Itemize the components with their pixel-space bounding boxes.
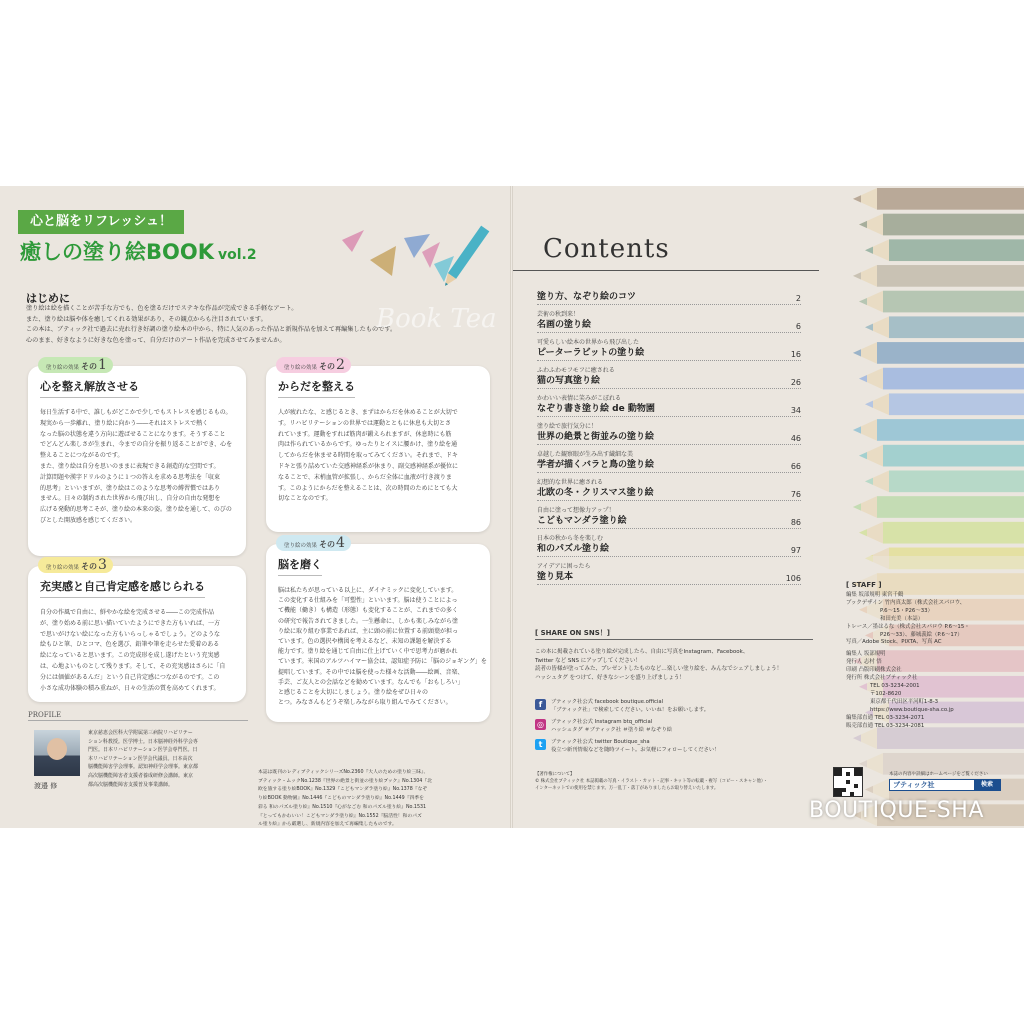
- intro-body: [26, 304, 481, 346]
- search-note: 本誌の内容や詳細はホームページをご覧ください: [889, 772, 988, 777]
- pencil-shape: [865, 470, 1024, 492]
- effect-line: と感じることを大切にしましょう。塗り絵をぜひ日々の: [278, 689, 429, 697]
- note-line: 欧を旅する塗り絵BOOK』No.1329『こどもマンダラ塗り絵』No.1378『なぞ: [258, 787, 428, 793]
- intro-line: この本は、ブティック社で過去に売れ行き好調の塗り絵本の中から、特に人気のあった作品と新規作品を加えて再編集したものです。: [26, 326, 397, 334]
- right-page: [513, 186, 1024, 828]
- staff-line: トレース／墨はるな（株式会社スパロウ P.6～15・: [846, 623, 970, 630]
- effect-line: り絵に取り組む事業であれば、主に頭の前に位置する前頭葉が担っ: [278, 627, 459, 635]
- toc-item[interactable]: [537, 279, 801, 305]
- effect-tag-sono: その: [319, 540, 336, 549]
- toc-page: 106: [785, 574, 801, 583]
- profile-face: [47, 738, 67, 760]
- intro-heading: はじめに: [26, 292, 70, 305]
- sns-instagram[interactable]: [551, 718, 672, 734]
- intro-line: 塗り絵は絵を描くことが苦手な方でも、色を塗るだけでステキな作品が完成できる手軽なアート。: [26, 305, 298, 312]
- share-rule: [535, 639, 813, 640]
- effect-tag: [276, 357, 351, 373]
- effect-line: 肉は作られているからです。ゆったりとイスに腰かけ、塗り絵を通: [278, 441, 458, 449]
- effect-line: 毎日生活する中で、誰しもがどこかで少しでもストレスを感じるもの。: [40, 409, 232, 416]
- effect-line: 計算問題や漢字ドリルのように１つの答えを求める思考法を「収束: [40, 473, 221, 481]
- effect-line: 的思考」といいますが、塗り絵はこのような思考の縛習慣ではあり: [40, 484, 221, 492]
- profile-line: ション科教授。医学博士。日本脳神経外科学会専: [88, 738, 198, 745]
- search-box: [889, 771, 1009, 797]
- toc-subtitle: 幻想的な世界に癒される: [537, 479, 604, 486]
- toc-subtitle: 塗り絵で旅行気分に！: [537, 423, 598, 430]
- toc-subtitle: ふわふわモフモフに癒される: [537, 367, 615, 374]
- effect-line: 分には価値があるんだ」という自己肯定感につながるのです。この: [40, 673, 220, 681]
- staff-label: [ STAFF ]: [846, 581, 882, 589]
- toc-title: 和のパズル塗り絵: [537, 544, 610, 554]
- effect-body: [40, 408, 232, 527]
- note-line: 『とってもかわいい！こどもマンダラ塗り絵』No.1552『脳活性！和のパズ: [258, 813, 422, 819]
- note-line: り絵BOOK 動物園』No.1446『こどものマンダラ塗り絵』No.1449『四季を: [258, 796, 424, 802]
- copyright-note: [535, 771, 768, 793]
- pencil-shape: [865, 393, 1024, 415]
- toc-item[interactable]: [537, 338, 801, 361]
- sns-facebook[interactable]: [551, 698, 709, 714]
- contents-title: Contents: [543, 234, 670, 264]
- effect-line: してからだを休ませる時間を取ってみてください。それまで、ドキ: [278, 452, 458, 460]
- note-line: 彩る 和のパズル塗り絵』No.1510『心がなごむ 和のパズル塗り絵』No.1531: [258, 804, 427, 810]
- effect-title: からだを整える: [278, 378, 355, 398]
- effect-line: なった脳の状態を違う方向に遊ばせることになります。そうすること: [40, 430, 226, 438]
- toc-title: なぞり書き塗り絵 de 動物園: [537, 404, 655, 414]
- effect-line: なることで、末梢血管が拡張し、からだ全体に血液が行き渡りま: [278, 473, 452, 481]
- toc-page: 86: [790, 518, 801, 527]
- effect-body: [40, 608, 225, 694]
- contents-rule: [513, 270, 819, 271]
- staff-line: 東京都千代田区平河町1-8-3: [870, 698, 939, 705]
- toc-subtitle: 可愛らしい絵本の世界から飛び出した: [537, 339, 640, 346]
- effect-line: とつ。みなさんもどうぞ楽しみながら取り組んでみてください。: [278, 699, 452, 707]
- pencil-shape: [853, 419, 1024, 441]
- effect-line: 自分の作風で自由に、鮮やかな絵を完成させる――この完成作品: [40, 609, 215, 616]
- pencil-shape: [859, 368, 1024, 390]
- staff-line: 編集 坂部規明 東宮千鶴: [846, 592, 904, 598]
- effect-card-4: [266, 535, 490, 722]
- toc-item[interactable]: [537, 562, 801, 585]
- effect-line: す。リハビリテーションの世界では運動とともに休息も大切とさ: [278, 419, 451, 427]
- effect-tag-sono: その: [81, 362, 98, 371]
- effect-body: [278, 586, 487, 708]
- effect-line: 小さな成功体験の積み重ねが、日々の生活の質を高めてくれます。: [40, 684, 220, 692]
- staff-line: 発行人 志村 悟: [846, 659, 882, 666]
- toc-item[interactable]: [537, 394, 801, 417]
- effect-tag-label: 塗り絵の効果: [284, 365, 318, 371]
- profile-name: 渡邉 修: [34, 782, 58, 790]
- colored-pencils-illustration: [813, 186, 1024, 828]
- toc-item[interactable]: [537, 422, 801, 445]
- effect-line: 整えることにつながるのです。: [40, 452, 124, 460]
- effect-tag-label: 塗り絵の効果: [46, 365, 80, 371]
- share-line: この本に掲載されている塗り絵が完成したら、自由に写真をInstagram、Facebook、: [535, 649, 749, 655]
- toc-page: 6: [795, 322, 801, 331]
- effect-number: 3: [98, 557, 107, 573]
- pencil-shape: [859, 522, 1024, 544]
- toc-subtitle: 芸術の秋到来！: [537, 311, 580, 318]
- toc-item[interactable]: [537, 366, 801, 389]
- share-line: 読者の皆様が塗ってみた、プレゼントしたものなど…楽しい塗り絵を、みんなでシェアしましょう！: [535, 666, 783, 672]
- facebook-icon[interactable]: f: [535, 699, 546, 710]
- effect-title: 脳を磨く: [278, 556, 322, 576]
- decorative-triangles-illustration: [330, 212, 500, 292]
- profile-label: PROFILE: [28, 711, 248, 721]
- toc-title: ピーターラビットの塗り絵: [537, 348, 645, 358]
- profile-text: [88, 729, 198, 789]
- effect-line: て機能（働き）も構造（形態）も変化することが、これまでの多く: [278, 607, 459, 615]
- staff-line: P.6～15・P26～33）: [880, 607, 933, 614]
- profile-line: 本リハビリテーション医学会代議員。日本高次: [88, 755, 193, 762]
- staff-line: P26～33）、藤城義絵（P.6～17）: [880, 631, 963, 638]
- toc-item[interactable]: [537, 310, 801, 333]
- effect-line: でどんどん楽しさが生まれ、今までの自分を振り返ることができ、心を: [40, 441, 233, 449]
- book-title: [20, 236, 257, 266]
- effect-tag: [276, 535, 351, 551]
- staff-line: 編集部直通 TEL 03-3234-2071: [846, 714, 925, 721]
- toc-title: こどもマンダラ塗り絵: [537, 516, 627, 526]
- effect-tag-label: 塗り絵の効果: [46, 565, 80, 571]
- effect-number: 4: [336, 535, 345, 551]
- pencil-shape: [853, 342, 1024, 364]
- toc-page: 16: [790, 350, 801, 359]
- toc-item[interactable]: [537, 506, 801, 529]
- sns-line: ハッシュタグ ＃ブティック社 ＃塗り絵 ＃なぞり絵: [551, 727, 673, 733]
- effect-line: す。このようにからだを整えることは、次の時間のためにとても大: [278, 484, 458, 492]
- effect-line: 手芸、ご友人との会話などを勧めています。なんでも「おもしろい」: [278, 678, 464, 686]
- twitter-icon[interactable]: t: [535, 739, 546, 750]
- effect-line: 広げる発動的思考こそが、塗り絵の本来の姿。塗り絵を通して、のびの: [40, 506, 232, 514]
- profile-photo: [34, 730, 80, 776]
- toc-page: 46: [790, 434, 801, 443]
- share-heading: [ SHARE ON SNS！]: [535, 629, 610, 637]
- note-line: ル塗り絵』から厳選し、新規内容を加えて再編集したものです。: [258, 822, 397, 828]
- staff-credits: [846, 592, 970, 730]
- effect-line: の研究で報告されてきました。一生懸命に、しかも楽しみながら塗: [278, 617, 459, 625]
- effect-line: 脳は私たちが思っている以上に、ダイナミックに変化しています。: [278, 587, 458, 594]
- effect-tag-label: 塗り絵の効果: [284, 543, 318, 549]
- copyright-line: インターネットでの使用を禁じます。万一乱丁・落丁がありましたらお取り替えいたします。: [535, 786, 719, 792]
- sns-line: ブティック社公式 Instagram btq_official: [551, 719, 653, 725]
- magazine-spread: [0, 186, 1024, 828]
- intro-line: また、塗り絵は脳や体を癒してくれる効果があり、その観点からも注目されています。: [26, 315, 267, 323]
- header-banner: 心と脳をリフレッシュ！: [18, 210, 184, 234]
- search-label: ブティック社: [893, 781, 935, 789]
- toc-title: 名画の塗り絵: [537, 320, 592, 330]
- profile-line: 門医。日本リハビリテーション医学会専門医。日: [88, 747, 198, 754]
- effect-line: 現実から一歩離れ、塗り絵に向かう――それはストレスで熱く: [40, 419, 209, 427]
- staff-line: 発行所 株式会社ブティック社: [846, 675, 918, 682]
- toc-subtitle: かわいい表情に笑みがこぼれる: [537, 395, 622, 402]
- pencil-shape: [853, 496, 1024, 518]
- pencil-shape: [853, 188, 1024, 210]
- book-volume: vol.2: [217, 247, 257, 263]
- profile-line: 脳機能障害学会理事。認知神経学会理事。東京都: [88, 764, 199, 771]
- pencil-shape: [859, 445, 1024, 467]
- effect-line: 切なことなのです。: [278, 495, 332, 503]
- toc-subtitle: 日本の秋から冬を楽しむ: [537, 535, 604, 542]
- sns-twitter[interactable]: [551, 738, 720, 754]
- toc-page: 76: [790, 490, 801, 499]
- effect-line: 絵になっていると思います。この完成形を成し遂げたという充実感: [40, 652, 220, 660]
- sns-line: ブティック社公式 twitter Boutique_sha: [551, 739, 650, 745]
- toc-title: 学者が描くバラと鳥の塗り絵: [537, 460, 655, 470]
- staff-line[interactable]: https://www.boutique-sha.co.jp: [870, 706, 954, 713]
- effect-title: 心を整え解放させる: [40, 378, 139, 398]
- staff-line: ブックデザイン 竹内真太郎（株式会社スパロウ、: [846, 599, 966, 606]
- search-input[interactable]: [889, 779, 1001, 791]
- effect-line: また、塗り絵は自分を思いのままに表現できる創造的な空間です。: [40, 462, 220, 470]
- toc-page: 97: [790, 546, 801, 555]
- qr-code[interactable]: [833, 767, 863, 797]
- copyright-line: 【著作権について】: [535, 772, 575, 777]
- toc-page: 34: [790, 406, 801, 415]
- effect-line: ません。日々の制約された世界から飛び出し、自分の自由な発想を: [40, 495, 221, 503]
- effect-line: ています。色の選択や構図を考えるなど、未知の課題を解決する: [278, 638, 452, 646]
- effect-line: れています。運動をすれば筋肉が鍛えられますが、休息時にも筋: [278, 430, 452, 438]
- instagram-icon[interactable]: ◎: [535, 719, 546, 730]
- toc-page: 66: [790, 462, 801, 471]
- effect-card-2: [266, 357, 490, 532]
- note-line: 本誌は既刊のレディブティックシリーズNo.2360『大人のための塗り絵三昧』、: [258, 770, 429, 775]
- sns-line: 「ブティック社」で検索してください。いいね！をお願いします。: [551, 707, 710, 713]
- book-title-text: 癒しの塗り絵BOOK: [20, 240, 214, 264]
- note-line: ブティック・ムックNo.1238『世界の絶景と街並の塗り絵ブック』No.1304『北: [258, 778, 432, 784]
- pencil-shape: [859, 214, 1024, 236]
- staff-line: 販売部直通 TEL 03-3234-2081: [846, 722, 925, 729]
- effect-line: びとした開放感を感じてください。: [40, 516, 137, 524]
- toc-item[interactable]: [537, 478, 801, 501]
- effect-line: が、塗り始める前に思い描いていたようにできた方もいれば、一方: [40, 619, 221, 627]
- staff-line: 写真／Adobe Stock、PIXTA、写真 AC: [846, 639, 942, 646]
- sns-line: ブティック社公式 facebook boutique.official: [551, 699, 664, 705]
- effect-line: 能力です。塗り絵を通じて自由に仕上げていく中で思考力が磨かれ: [278, 648, 458, 656]
- effect-line: 人が疲れたな、と感じるとき、まずはからだを休めることが大切で: [278, 409, 458, 416]
- profile-line: 高次脳機能障害者支援者養成研修会講師。東京: [88, 772, 194, 779]
- intro-line: 心のまま、好きなように好きな色を塗って、自分だけのアート作品を完成させてみませんか。: [26, 336, 286, 344]
- watermark: Book Tea: [376, 304, 497, 334]
- effect-line: ドキと張り詰めていた交感神経系が休まり、副交感神経系が優位に: [278, 462, 459, 470]
- effect-tag-sono: その: [319, 362, 336, 371]
- effect-number: 2: [336, 357, 345, 373]
- toc-title: 北欧の冬・クリスマス塗り絵: [537, 488, 654, 498]
- effect-card-1: [28, 357, 246, 556]
- toc-title: 塗り方、なぞり絵のコツ: [537, 292, 637, 302]
- toc-page: 26: [790, 378, 801, 387]
- share-body: [535, 648, 782, 682]
- sns-line: 役立つ新刊情報などを随時ツイート。お気軽にフォローしてください！: [551, 747, 720, 753]
- pencil-shape: [865, 239, 1024, 261]
- staff-line: TEL 03-3234-2001: [870, 682, 920, 689]
- effect-line: この変化する仕組みを「可塑性」といいます。脳は使うことによっ: [278, 597, 458, 605]
- toc-subtitle: 自由に塗って想像力アップ！: [537, 507, 615, 514]
- effect-line: は、心地よいものとして残ります。そして、その充実感はさらに「自: [40, 662, 226, 670]
- effect-line: 提唱しています。その中では脳を使った様々な活動――絵画、音楽、: [278, 668, 464, 676]
- toc-title: 猫の写真塗り絵: [537, 376, 601, 386]
- table-of-contents: [537, 279, 801, 585]
- pencil-shape: [859, 291, 1024, 313]
- toc-item[interactable]: [537, 450, 801, 473]
- effect-number: 1: [98, 357, 107, 373]
- effect-line: ています。米国のアルツハイマー協会は、認知症予防に「脳のジョギング」を: [278, 658, 487, 666]
- brand-logo: BOUTIQUE-SHA: [809, 798, 984, 823]
- share-line: Twitter など SNS にアップしてください！: [535, 657, 641, 664]
- profile-line: 東京慈恵会医科大学附属第三病院リハビリテー: [88, 730, 193, 736]
- toc-subtitle: 卓越した観察眼が生み出す繊細な美: [537, 451, 634, 458]
- effect-tag: [38, 357, 113, 373]
- toc-item[interactable]: [537, 534, 801, 557]
- effect-body: [278, 408, 458, 505]
- staff-line: 印刷 凸版印刷株式会社: [846, 667, 902, 674]
- effect-title: 充実感と自己肯定感を感じられる: [40, 578, 205, 598]
- source-note: [258, 769, 432, 828]
- staff-line: 和田充美（本誌）: [880, 615, 924, 622]
- toc-page: 2: [795, 294, 801, 303]
- toc-title: 世界の絶景と街並みの塗り絵: [537, 432, 655, 442]
- effect-tag-sono: その: [81, 562, 98, 571]
- pencil-shape: [865, 316, 1024, 338]
- search-button[interactable]: 検索: [974, 780, 1000, 790]
- effect-card-3: [28, 557, 246, 702]
- share-line: ハッシュタグ をつけて、好きなシーンを盛り上げましょう！: [535, 674, 685, 681]
- effect-line: 絵もひと筆、ひとコマ、色を選び、鉛筆や筆を走らせた愛着のある: [40, 641, 220, 649]
- staff-line: 〒102-8620: [870, 690, 902, 697]
- left-page: [0, 186, 510, 828]
- toc-subtitle: アイデアに困ったら: [537, 563, 591, 570]
- pencil-shape: [853, 265, 1024, 287]
- staff-line: 編集人 坂部規明: [846, 651, 886, 658]
- profile-line: 都高次脳機能障害支援普及事業講師。: [88, 781, 174, 788]
- qr-code-icon: [834, 768, 862, 796]
- effect-line: で思いがけない絵になった方もいらっしゃるでしょう。どのような: [40, 630, 220, 638]
- effect-tag: [38, 557, 113, 573]
- toc-title: 塗り見本: [537, 572, 574, 582]
- copyright-line: © 株式会社ブティック社 本誌掲載の写真・イラスト・カット・記事・キット等の転載・複写（コピー・スキャン他）・: [535, 779, 768, 785]
